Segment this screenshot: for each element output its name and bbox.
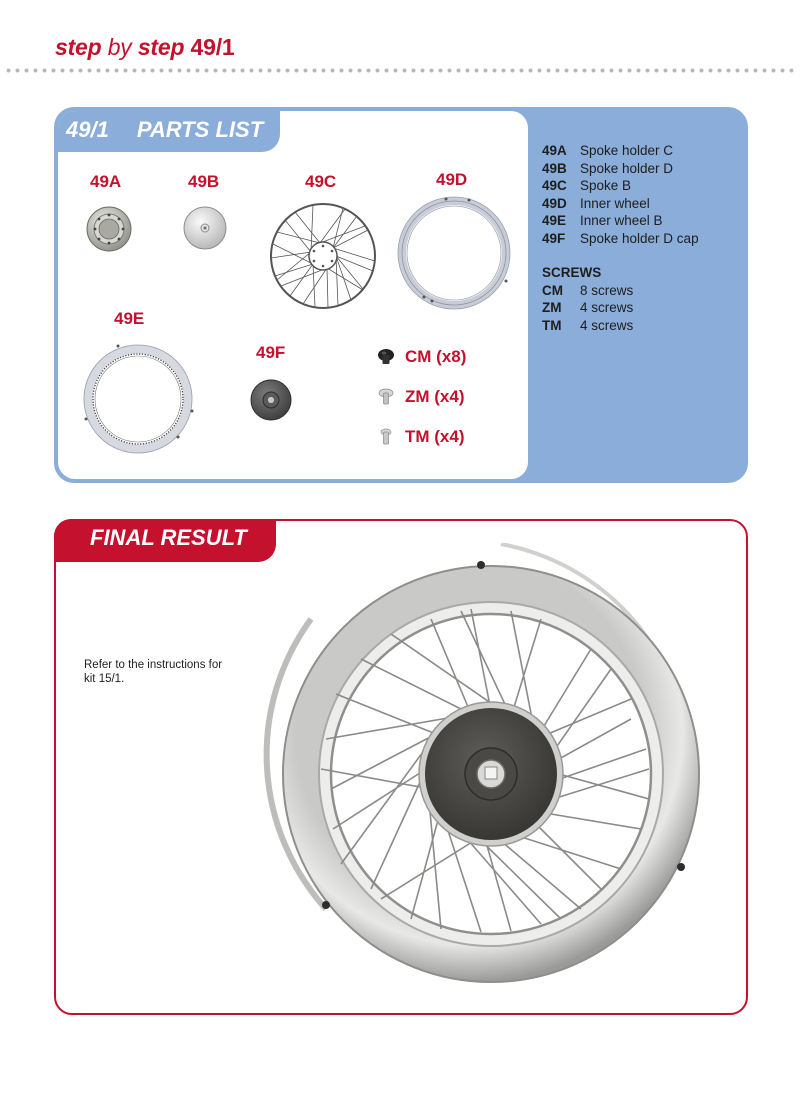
final-wheel-image: [261, 543, 701, 995]
legend-row: 49D Inner wheel: [542, 195, 650, 211]
final-result-title: FINAL RESULT: [90, 525, 247, 550]
dotted-divider: [4, 68, 796, 73]
header-step-number: 49/1: [190, 34, 235, 60]
part-label-49a: 49A: [90, 172, 122, 191]
spoke-b-image: [268, 201, 378, 311]
inner-wheel-b-image: [78, 339, 198, 459]
final-result-note: Refer to the instructions for kit 15/1.: [84, 659, 223, 685]
parts-list-tab: [58, 111, 280, 152]
header-step-2: step: [137, 34, 185, 60]
part-label-49c: 49C: [305, 172, 337, 191]
tm-screw-label: TM (x4): [405, 427, 465, 446]
parts-list-number: 49/1: [66, 117, 109, 142]
parts-images-area: [58, 111, 528, 479]
legend-row: 49B Spoke holder D: [542, 160, 674, 176]
page-header: [55, 34, 234, 61]
spoke-holder-d-cap-image: [248, 377, 294, 423]
parts-legend: [542, 142, 699, 334]
final-result-tab: [54, 519, 276, 562]
tm-screw-icon: [376, 427, 396, 447]
part-label-49e: 49E: [114, 309, 145, 328]
legend-row: 49A Spoke holder C: [542, 143, 674, 158]
legend-row: 49F Spoke holder D cap: [542, 230, 699, 246]
legend-row: 49E Inner wheel B: [542, 213, 663, 228]
header-by: by: [107, 34, 132, 60]
zm-screw-icon: [376, 387, 396, 407]
legend-screw-row: CM 8 screws: [542, 282, 634, 298]
legend-screw-row: TM 4 screws: [542, 317, 634, 333]
legend-row: 49C Spoke B: [542, 178, 632, 193]
zm-screw-label: ZM (x4): [405, 387, 465, 406]
parts-list-title: PARTS LIST: [136, 117, 264, 142]
spoke-holder-c-image: [84, 203, 134, 253]
legend-screw-row: ZM 4 screws: [542, 300, 634, 315]
inner-wheel-image: [396, 195, 512, 311]
final-result-panel: [54, 519, 748, 1015]
part-label-49f: 49F: [256, 343, 286, 362]
spoke-holder-d-image: [180, 203, 230, 253]
part-label-49b: 49B: [188, 172, 220, 191]
part-label-49d: 49D: [436, 170, 468, 189]
header-step-1: step: [55, 34, 102, 60]
cm-screw-icon: [376, 347, 396, 367]
screws-title: SCREWS: [542, 265, 602, 280]
cm-screw-label: CM (x8): [405, 347, 467, 366]
